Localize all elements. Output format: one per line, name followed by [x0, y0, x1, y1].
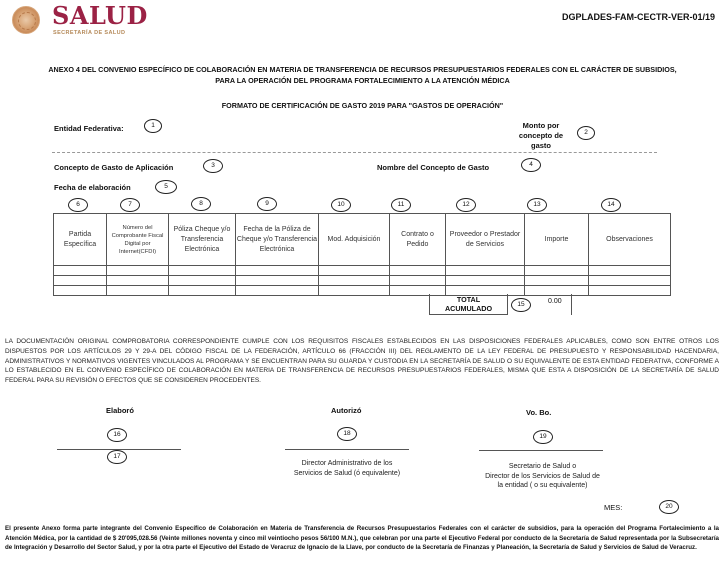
- marker-3: 3: [203, 159, 223, 173]
- total-acumulado-label: TOTAL ACUMULADO: [429, 294, 508, 315]
- table-cell[interactable]: [589, 276, 671, 286]
- marker-4: 4: [521, 158, 541, 172]
- certification-text: LA DOCUMENTACIÓN ORIGINAL COMPROBATORIA CORRESPONDIENTE CUMPLE CON LOS REQUISITOS FISCALES ESTABLECIDOS EN LAS DISPOSICIONES FEDERALES APLICABLES, COMO SON ENTRE OTROS LOS DISPUESTOS POR LOS ARTÍCULOS 29 Y 29-A DEL CÓDIGO FISCAL DE LA FEDERACIÓN, ARTÍCULO 66 (FRACCIÓN III) DEL REGLAMENTO DE LA LEY FEDERAL DE PRESUPUESTO Y RESPONSABILIDAD HACENDARIA, ADMINISTRATIVOS Y NORMATIVOS VIGENTES VINCULADOS AL PROGRAMA Y SE ENCUENTRAN PARA SU GUARDA Y CUSTODIA EN LA SECRETARÍA DE SALUD O SU EQUIVALENTE DE ESTA ENTIDAD FEDERATIVA, CONFORME A LO ESTABLECIDO EN EL CONVENIO ESPECÍFICO DE COLABORACIÓN EN MATERIA DE TRANSFERENCIA DE RECURSOS PRESUPUESTARIOS FEDERALES, MISMA QUE ESTA A DISPOSICIÓN DE LA SECRETARÍA DE SALUD FEDERAL PARA SU REVISIÓN O EFECTOS QUE SE CONSIDEREN PROCEDENTES.: [5, 338, 719, 385]
- marker-5: 5: [155, 180, 177, 194]
- col-header-mod-adquisicion: Mod. Adquisición: [319, 214, 390, 266]
- format-title: FORMATO DE CERTIFICACIÓN DE GASTO 2019 PARA "GASTOS DE OPERACIÓN": [221, 101, 504, 110]
- col-header-proveedor: Proveedor o Prestador de Servicios: [446, 214, 525, 266]
- table-cell[interactable]: [169, 276, 236, 286]
- col-header-contrato: Contrato o Pedido: [390, 214, 446, 266]
- annex-title-line-2: PARA LA OPERACIÓN DEL PROGRAMA FORTALECIMIENTO A LA ATENCIÓN MÉDICA: [215, 76, 510, 85]
- table-cell[interactable]: [319, 286, 390, 296]
- table-row: [54, 286, 671, 296]
- table-cell[interactable]: [390, 266, 446, 276]
- table-cell[interactable]: [107, 276, 169, 286]
- vobo-title: Vo. Bo.: [526, 408, 552, 417]
- marker-1: 1: [144, 119, 162, 133]
- table-cell[interactable]: [319, 276, 390, 286]
- marker-9: 9: [257, 197, 277, 211]
- table-cell[interactable]: [236, 276, 319, 286]
- marker-14: 14: [601, 198, 621, 212]
- table-cell[interactable]: [589, 266, 671, 276]
- annex-title: [0, 64, 725, 86]
- table-cell[interactable]: [107, 286, 169, 296]
- vobo-signature-line: [479, 450, 603, 451]
- table-cell[interactable]: [54, 286, 107, 296]
- table-row: [54, 276, 671, 286]
- marker-19: 19: [533, 430, 553, 444]
- table-cell[interactable]: [236, 286, 319, 296]
- marker-12: 12: [456, 198, 476, 212]
- elaboro-title: Elaboró: [106, 406, 134, 415]
- nombre-concepto-label: Nombre del Concepto de Gasto: [377, 163, 490, 172]
- marker-15: 15: [511, 298, 531, 312]
- table-header-row: [54, 214, 671, 266]
- table-cell[interactable]: [589, 286, 671, 296]
- table-cell[interactable]: [319, 266, 390, 276]
- expense-table: [53, 213, 671, 296]
- annex-title-line-1: ANEXO 4 DEL CONVENIO ESPECÍFICO DE COLABORACIÓN EN MATERIA DE TRANSFERENCIA DE RECURSOS PRESUPUESTARIOS FEDERALES CON EL CARÁCTER DE SUBSIDIOS,: [48, 65, 677, 74]
- monto-label: Monto por concepto de gasto: [518, 121, 564, 150]
- marker-18: 18: [337, 427, 357, 441]
- document-code: DGPLADES-FAM-CECTR-VER-01/19: [561, 12, 715, 22]
- table-cell[interactable]: [525, 266, 589, 276]
- total-amount: 0.00: [548, 298, 562, 305]
- marker-20: 20: [659, 500, 679, 514]
- marker-2: 2: [577, 126, 595, 140]
- table-cell[interactable]: [390, 276, 446, 286]
- col-header-poliza: Póliza Cheque y/o Transferencia Electrónica: [169, 214, 236, 266]
- footer-legal-text: El presente Anexo forma parte integrante del Convenio Específico de Colaboración en Materia de Transferencia de Recursos Presupuestarios Federales con el carácter de subsidios, para la operación del Programa Fortalecimiento a la Atención Médica, por la cantidad de $ 20'095,028.56 (Veinte millones noventa y cinco mil veintiocho pesos 56/100 M.N.), que celebran por una parte el Ejecutivo Federal por conducto de la Secretaría de Salud representada por la Subsecretaría de Integración y Desarrollo del Sector Salud, y por la otra parte el Ejecutivo del Estado de Veracruz de Ignacio de la Llave, por conducto de la Secretaría de Finanzas y Planeación, la Secretaría de Salud y Servicios de Salud de Veracruz.: [5, 525, 719, 551]
- table-cell[interactable]: [54, 276, 107, 286]
- section-divider: [52, 152, 657, 153]
- mexico-seal-icon: [12, 6, 40, 34]
- table-cell[interactable]: [169, 266, 236, 276]
- marker-10: 10: [331, 198, 351, 212]
- table-cell[interactable]: [525, 276, 589, 286]
- fecha-elaboracion-label: Fecha de elaboración: [54, 183, 131, 192]
- col-header-observaciones: Observaciones: [589, 214, 671, 266]
- autorizo-caption: Director Administrativo de los Servicios de Salud (ó equivalente): [293, 460, 401, 477]
- col-header-importe: Importe: [525, 214, 589, 266]
- vobo-caption: Secretario de Salud o Director de los Servicios de Salud de la entidad ( o su equivalente): [485, 463, 600, 489]
- col-header-fecha-poliza: Fecha de la Póliza de Cheque y/o Transferencia Electrónica: [236, 214, 319, 266]
- table-cell[interactable]: [54, 266, 107, 276]
- salud-logo-wordmark: SALUD: [52, 1, 148, 30]
- table-cell[interactable]: [446, 276, 525, 286]
- concepto-gasto-label: Concepto de Gasto de Aplicación: [54, 163, 174, 172]
- mes-label: MES:: [604, 503, 623, 512]
- marker-16: 16: [107, 428, 127, 442]
- table-cell[interactable]: [107, 266, 169, 276]
- table-row: [54, 266, 671, 276]
- marker-11: 11: [391, 198, 411, 212]
- marker-13: 13: [527, 198, 547, 212]
- table-cell[interactable]: [446, 266, 525, 276]
- entidad-federativa-label: Entidad Federativa:: [54, 124, 124, 133]
- marker-6: 6: [68, 198, 88, 212]
- col-header-cfdi: Número del Comprobante Fiscal Digital por Internet(CFDI): [107, 214, 169, 266]
- marker-7: 7: [120, 198, 140, 212]
- col-header-partida: Partida Específica: [54, 214, 107, 266]
- autorizo-signature-line: [285, 449, 409, 450]
- table-cell[interactable]: [236, 266, 319, 276]
- marker-8: 8: [191, 197, 211, 211]
- autorizo-title: Autorizó: [331, 406, 362, 415]
- salud-logo-subtitle: SECRETARÍA DE SALUD: [53, 30, 126, 36]
- marker-17: 17: [107, 450, 127, 464]
- table-cell[interactable]: [169, 286, 236, 296]
